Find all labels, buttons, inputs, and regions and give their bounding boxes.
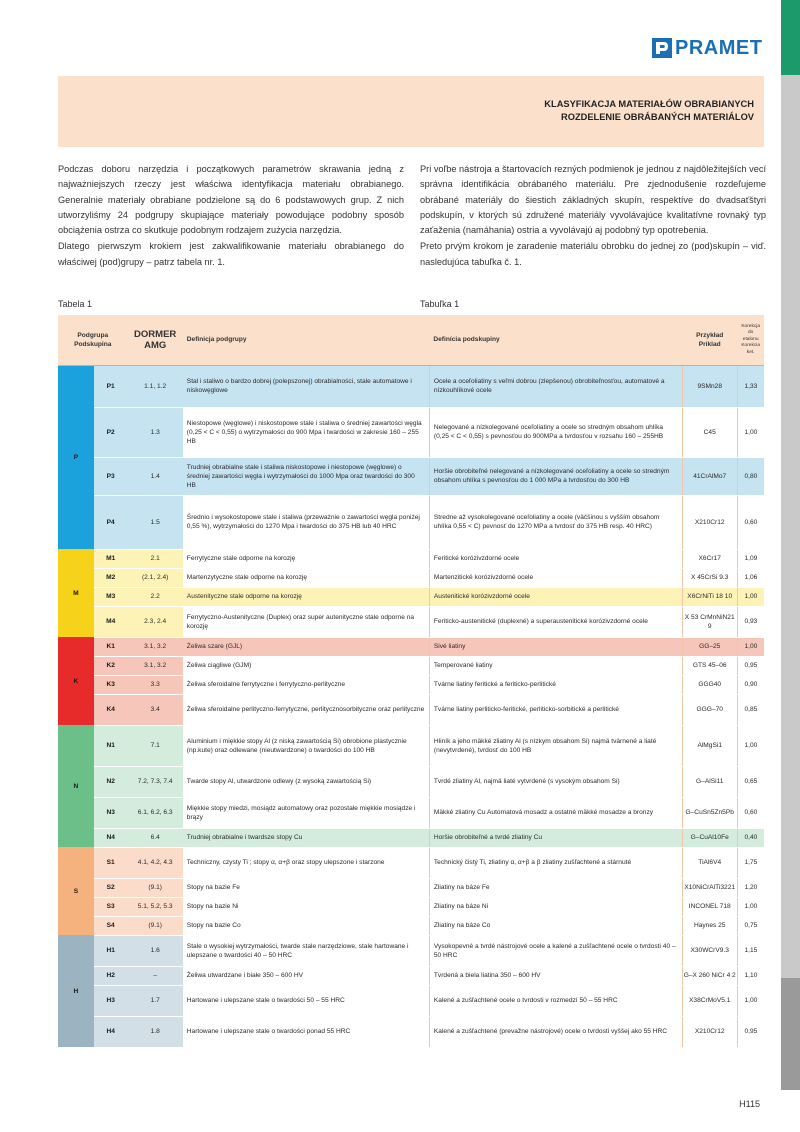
table-caption-pl: Tabela 1 [58, 299, 93, 309]
material-classification-table [58, 315, 764, 1048]
table-row [58, 606, 764, 637]
table-row [58, 675, 764, 694]
side-tab-accent [781, 0, 800, 75]
definition-pl: Trudniej obrabialne i twardsze stopy Cu [183, 828, 430, 847]
amg-code: 1.1, 1.2 [128, 365, 183, 407]
table-caption-sk: Tabuľka 1 [420, 299, 460, 309]
correction-factor: 1,75 [737, 847, 764, 878]
amg-code: (9.1) [128, 878, 183, 897]
intro-paragraph: Preto prvým krokom je zaradenie materiálu obrobku do jednej zo (pod)skupín – viď. nasledujúca tabuľka č. 1. [420, 241, 766, 267]
example-material: GGG–70 [682, 694, 737, 725]
correction-factor: 1,00 [737, 725, 764, 766]
table-row [58, 656, 764, 675]
definition-sk: Feritické korózivzdorné ocele [429, 549, 682, 568]
definition-pl: Żeliwa sferoidalne ferrytyczne i ferrytyczno-perlityczne [183, 675, 430, 694]
brand-logo [652, 37, 762, 59]
subgroup-code: H3 [94, 985, 128, 1016]
definition-sk: Tvárne liatiny perliticko-feritické, perliticko-sorbitické a perlitické [429, 694, 682, 725]
definition-sk: Zliatiny na báze Ni [429, 897, 682, 916]
definition-sk: Austenitické korózivzdorné ocele [429, 587, 682, 606]
definition-pl: Żeliwa sferoidalne perlityczno-ferrytyczne, perlitycznosorbityczne oraz perlityczne [183, 694, 430, 725]
amg-code: 2.1 [128, 549, 183, 568]
page-number: H115 [739, 1099, 760, 1109]
header-definition-pl: Definicja podgrupy [183, 315, 430, 365]
correction-factor: 1,15 [737, 935, 764, 966]
example-material: X 45CrSi 9.3 [682, 568, 737, 587]
pramet-logo-icon [652, 38, 672, 58]
definition-sk: Sivé liatiny [429, 637, 682, 656]
amg-code: 1.8 [128, 1016, 183, 1047]
correction-factor: 0,90 [737, 675, 764, 694]
example-material: Haynes 25 [682, 916, 737, 935]
subgroup-code: S3 [94, 897, 128, 916]
header-amg: DORMER AMG [128, 315, 183, 365]
subgroup-code: P3 [94, 457, 128, 495]
definition-sk: Mäkké zliatiny Cu Automatová mosadz a ostatné mäkké mosadze a bronzy [429, 797, 682, 828]
section-title [544, 98, 754, 124]
subgroup-code: S1 [94, 847, 128, 878]
subgroup-code: M3 [94, 587, 128, 606]
definition-sk: Technický čistý Ti, zliatiny α, α+β a β zliatiny zušľachtené a stárnuté [429, 847, 682, 878]
header-subgroup: Podgrupa Podskupina [58, 315, 128, 365]
definition-pl: Miękkie stopy miedzi, mosiądz automatowy oraz pozostałe miękkie mosiądze i brązy [183, 797, 430, 828]
group-letter-k: K [58, 637, 94, 725]
side-tab-strip-dark [781, 978, 800, 1090]
definition-sk: Martenzitické korózivzdorné ocele [429, 568, 682, 587]
definition-pl: Żeliwa szare (GJL) [183, 637, 430, 656]
intro-text-pl [58, 162, 404, 270]
example-material: TiAl6V4 [682, 847, 737, 878]
table-row [58, 828, 764, 847]
example-material: G–X 260 NiCr 4 2 [682, 966, 737, 985]
section-title-sk: ROZDELENIE OBRÁBANÝCH MATERIÁLOV [561, 112, 754, 122]
table-row [58, 897, 764, 916]
subgroup-code: S4 [94, 916, 128, 935]
correction-factor: 1,20 [737, 878, 764, 897]
definition-pl: Stale o wysokiej wytrzymałości, twarde stale narzędziowe, stale hartowane i ulepszane o twardości 40 – 50 HRC [183, 935, 430, 966]
amg-code: 6.1, 6.2, 6.3 [128, 797, 183, 828]
amg-code: 4.1, 4.2, 4.3 [128, 847, 183, 878]
example-material: X 53 CrMnNiN21 9 [682, 606, 737, 637]
amg-code: 2.2 [128, 587, 183, 606]
subgroup-code: H4 [94, 1016, 128, 1047]
amg-code: (2.1, 2.4) [128, 568, 183, 587]
table-row [58, 694, 764, 725]
definition-sk: Nelegované a nízkolegované oceľoliatiny a ocele so stredným obsahom uhlíka (0,25 < C < 0,55) s pevnosťou do 900MPa a tvrdosťou v rozsahu 160 – 255HB [429, 407, 682, 457]
subgroup-code: K4 [94, 694, 128, 725]
subgroup-code: N1 [94, 725, 128, 766]
section-header [58, 76, 764, 147]
definition-pl: Ferrytyczno-Austenityczne (Duplex) oraz super autenityczne stale odporne na korozję [183, 606, 430, 637]
definition-sk: Kalené a zušľachtené (prevažne nástrojové) ocele o tvrdosti vyššej ako 55 HRC [429, 1016, 682, 1047]
example-material: C45 [682, 407, 737, 457]
table-row [58, 916, 764, 935]
example-material: X210Cr12 [682, 1016, 737, 1047]
amg-code: 1.6 [128, 935, 183, 966]
example-material: X6CrNiTi 18 10 [682, 587, 737, 606]
definition-sk: Stredne až vysokolegované oceľoliatiny a ocele (väčšinou s vyšším obsahom uhlíka 0,55 < C) pevnosť do 1270 MPa a tvrdosť do 375 HB resp. 40 HRC) [429, 495, 682, 549]
example-material: G–CuSn5Zn5Pb [682, 797, 737, 828]
definition-sk: Tvrdená a biela liatina 350 – 600 HV [429, 966, 682, 985]
amg-code: 3.4 [128, 694, 183, 725]
subgroup-code: N2 [94, 766, 128, 797]
correction-factor: 0,60 [737, 797, 764, 828]
subgroup-code: P4 [94, 495, 128, 549]
definition-pl: Stopy na bazie Fe [183, 878, 430, 897]
group-letter-h: H [58, 935, 94, 1047]
definition-sk: Ocele a oceľoliatiny s veľmi dobrou (zlepšenou) obrobiteľnosťou, automatové a nízkouhlíkové ocele [429, 365, 682, 407]
definition-sk: Horšie obrobiteľné a tvrdé zliatiny Cu [429, 828, 682, 847]
example-material: X210Cr12 [682, 495, 737, 549]
definition-pl: Żeliwa utwardzane i białe 350 – 600 HV [183, 966, 430, 985]
amg-code: 1.5 [128, 495, 183, 549]
definition-pl: Austenityczne stale odporne na korozję [183, 587, 430, 606]
correction-factor: 0,95 [737, 1016, 764, 1047]
example-material: X6Cr17 [682, 549, 737, 568]
amg-code: – [128, 966, 183, 985]
correction-factor: 0,95 [737, 656, 764, 675]
example-material: GTS 45–06 [682, 656, 737, 675]
brand-name: PRAMET [675, 37, 763, 59]
example-material: 41CrAlMo7 [682, 457, 737, 495]
table-row [58, 365, 764, 407]
definition-sk: Hliník a jeho mäkké zliatiny Al (s nízkym obsahom Si) najmä tvárnené a liaté (nevytvrdené), tvrdosť do 100 HB [429, 725, 682, 766]
header-correction: Korekcja do etalonu Korekcia ket. [737, 315, 764, 365]
subgroup-code: N4 [94, 828, 128, 847]
correction-factor: 0,65 [737, 766, 764, 797]
definition-pl: Niestopowe (węglowe) i niskostopowe stale i staliwa o średniej zawartości węgla (0,25 < C < 0,55) o wytrzymałości do 900 Mpa i twardości w zakresie 160 – 255 HB [183, 407, 430, 457]
example-material: AlMgSi1 [682, 725, 737, 766]
intro-paragraph: Pri voľbe nástroja a štartovacích rezných podmienok je jednou z najdôležitejších vecí správna identifikácia obrábaného materiálu. Pre zjednodušenie rozdeľujeme obrábané materiály do šiestich základných skupín, respektíve do dvadsaťštyri podskupín, v ktorých sú združené materiály vyvolávajúce kvalitatívne rovnaký typ zaťaženia (namáhania) ostria a vyvolávajú aj podobný typ opotrebenia. [420, 164, 766, 236]
definition-pl: Stopy na bazie Co [183, 916, 430, 935]
group-letter-n: N [58, 725, 94, 847]
definition-sk: Feriticko-austenitické (duplexné) a superaustenitické korózivzdorné ocele [429, 606, 682, 637]
correction-factor: 0,40 [737, 828, 764, 847]
subgroup-code: M4 [94, 606, 128, 637]
table-row [58, 725, 764, 766]
subgroup-code: P2 [94, 407, 128, 457]
definition-pl: Twarde stopy Al, utwardzone odlewy (z wysoką zawartością Si) [183, 766, 430, 797]
table-row [58, 407, 764, 457]
correction-factor: 0,75 [737, 916, 764, 935]
amg-code: 1.7 [128, 985, 183, 1016]
subgroup-code: N3 [94, 797, 128, 828]
amg-code: 3.1, 3.2 [128, 656, 183, 675]
example-material: G–CuAl10Fe [682, 828, 737, 847]
definition-sk: Temperované liatiny [429, 656, 682, 675]
subgroup-code: K3 [94, 675, 128, 694]
example-material: GG–25 [682, 637, 737, 656]
table-row [58, 878, 764, 897]
intro-paragraph: Podczas doboru narzędzia i początkowych parametrów skrawania jedną z najważniejszych rzeczy jest właściwa identyfikacja materiału obrabianego. Generalnie materiały obrabiane podzielone są do 6 podstawowych grup. Z nich utworzyliśmy 24 podgrupy skupiające materiały powodujące podobny sposób obciążenia ostrza co skutkuje podobnym rodzajem zużycia narzędzia. [58, 164, 404, 236]
group-letter-m: M [58, 549, 94, 637]
definition-sk: Tvárne liatiny feritické a feriticko-perlitické [429, 675, 682, 694]
subgroup-code: M1 [94, 549, 128, 568]
definition-pl: Stal i staliwo o bardzo dobrej (polepszonej) obrabialności, stale automatowe i niskowęglowe [183, 365, 430, 407]
amg-code: (9.1) [128, 916, 183, 935]
amg-code: 5.1, 5.2, 5.3 [128, 897, 183, 916]
correction-factor: 1,00 [737, 637, 764, 656]
intro-paragraph: Dlatego pierwszym krokiem jest zakwalifikowanie materiału obrabianego do właściwej (pod)grupy – patrz tabela nr. 1. [58, 241, 404, 267]
correction-factor: 0,80 [737, 457, 764, 495]
example-material: INCONEL 718 [682, 897, 737, 916]
intro-text-sk [420, 162, 766, 270]
definition-sk: Tvrdé zliatiny Al, najmä liaté vytvrdené (s vysokým obsahom Si) [429, 766, 682, 797]
subgroup-code: P1 [94, 365, 128, 407]
definition-pl: Techniczny, czysty Ti ; stopy α, α+β oraz stopy ulepszone i starzone [183, 847, 430, 878]
definition-sk: Zliatiny na báze Co [429, 916, 682, 935]
amg-code: 1.4 [128, 457, 183, 495]
definition-pl: Stopy na bazie Ni [183, 897, 430, 916]
example-material: X38CrMoV5.1 [682, 985, 737, 1016]
definition-pl: Hartowane i ulepszane stale o twardości 50 – 55 HRC [183, 985, 430, 1016]
definition-pl: Średnio i wysokostopowe stale i staliwa (przeważnie o zawartości węgla poniżej 0,55 %), wytrzymałości do 1270 Mpa i twardości do 375 HB lub 40 HRC [183, 495, 430, 549]
example-material: 9SMn28 [682, 365, 737, 407]
subgroup-code: H2 [94, 966, 128, 985]
side-tab-strip [781, 75, 800, 978]
subgroup-code: K1 [94, 637, 128, 656]
amg-code: 3.3 [128, 675, 183, 694]
table-row [58, 935, 764, 966]
definition-sk: Horšie obrobiteľné nelegované a nízkolegované oceľoliatiny a ocele so stredným obsahom uhlíka s pevnosťou do 1 000 MPa a tvrdosťou do 300 HB [429, 457, 682, 495]
definition-pl: Żeliwa ciągliwe (GJM) [183, 656, 430, 675]
definition-sk: Zliatiny na báze Fe [429, 878, 682, 897]
header-example: Przykład Príklad [682, 315, 737, 365]
table-row [58, 847, 764, 878]
correction-factor: 1,00 [737, 587, 764, 606]
correction-factor: 1,10 [737, 966, 764, 985]
example-material: X10NiCrAlTi3221 [682, 878, 737, 897]
table-row [58, 457, 764, 495]
amg-code: 3.1, 3.2 [128, 637, 183, 656]
definition-pl: Martenzytyczne stale odporne na korozję [183, 568, 430, 587]
definition-pl: Hartowane i ulepszane stale o twardości ponad 55 HRC [183, 1016, 430, 1047]
correction-factor: 1,33 [737, 365, 764, 407]
correction-factor: 1,00 [737, 985, 764, 1016]
subgroup-code: H1 [94, 935, 128, 966]
definition-pl: Aluminium i miękkie stopy Al (z niską zawartością Si) obrobione plastycznie (np.kute) oraz odlewane (nieutwardzone) o twardości do 100 HB [183, 725, 430, 766]
subgroup-code: K2 [94, 656, 128, 675]
subgroup-code: M2 [94, 568, 128, 587]
amg-code: 7.2, 7.3, 7.4 [128, 766, 183, 797]
correction-factor: 1,09 [737, 549, 764, 568]
definition-sk: Kalené a zušľachtené ocele o tvrdosti v rozmedzí 50 – 55 HRC [429, 985, 682, 1016]
table-row [58, 766, 764, 797]
table-row [58, 495, 764, 549]
example-material: X30WCrV9.3 [682, 935, 737, 966]
definition-pl: Ferrytyczne stale odporne na korozję [183, 549, 430, 568]
subgroup-code: S2 [94, 878, 128, 897]
definition-pl: Trudniej obrabialne stale i staliwa niskostopowe i niestopowe (węglowe) o średniej zawartości węgla i wytrzymałości do 1000 Mpa oraz twardości do 300 HB [183, 457, 430, 495]
table-row [58, 1016, 764, 1047]
table-row [58, 549, 764, 568]
example-material: G–AlSi11 [682, 766, 737, 797]
section-title-pl: KLASYFIKACJA MATERIAŁÓW OBRABIANYCH [544, 99, 754, 109]
definition-sk: Vysokopevné a tvrdé nástrojové ocele a kalené a zušľachtené ocele o tvrdosti 40 – 50 HRC [429, 935, 682, 966]
correction-factor: 1,06 [737, 568, 764, 587]
correction-factor: 0,85 [737, 694, 764, 725]
table-row [58, 797, 764, 828]
header-definition-sk: Definícia podskupiny [429, 315, 682, 365]
correction-factor: 1,00 [737, 897, 764, 916]
table-row [58, 568, 764, 587]
table-header-row [58, 315, 764, 365]
correction-factor: 1,00 [737, 407, 764, 457]
amg-code: 1.3 [128, 407, 183, 457]
table-row [58, 637, 764, 656]
group-letter-p: P [58, 365, 94, 549]
table-row [58, 587, 764, 606]
group-letter-s: S [58, 847, 94, 935]
correction-factor: 0,93 [737, 606, 764, 637]
amg-code: 6.4 [128, 828, 183, 847]
amg-code: 2.3, 2.4 [128, 606, 183, 637]
amg-code: 7.1 [128, 725, 183, 766]
table-row [58, 985, 764, 1016]
table-row [58, 966, 764, 985]
correction-factor: 0,60 [737, 495, 764, 549]
example-material: GGG40 [682, 675, 737, 694]
